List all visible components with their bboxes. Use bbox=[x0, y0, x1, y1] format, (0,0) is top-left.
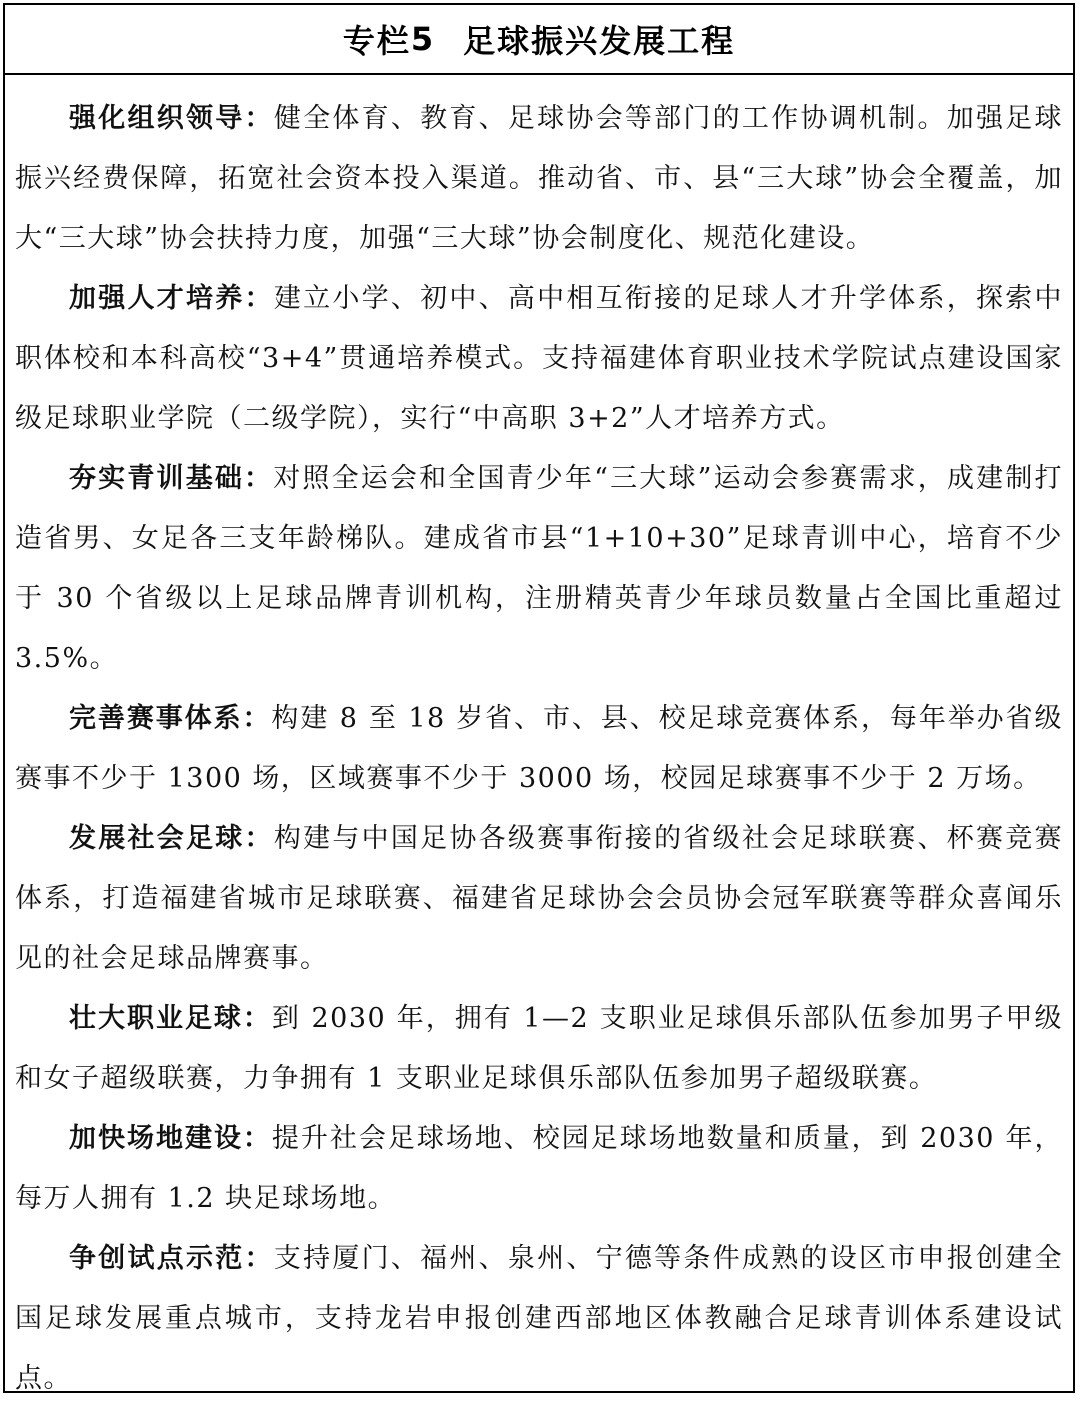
section-body: 对照全运会和全国青少年“三大球”运动会参赛需求，成建制打造省男、女足各三支年龄梯队。建成省市县“1+10+30”足球青训中心，培育不少于 30 个省级以上足球品牌青训机构，注册精英青少年球员数量占全国比重超过 3.5%。 bbox=[15, 463, 1064, 674]
section-body: 构建与中国足协各级赛事衔接的省级社会足球联赛、杯赛竞赛体系，打造福建省城市足球联赛、福建省足球协会会员协会冠军联赛等群众喜闻乐见的社会足球品牌赛事。 bbox=[15, 823, 1064, 974]
section-social-football bbox=[15, 809, 1063, 989]
section-heading: 争创试点示范： bbox=[69, 1243, 274, 1274]
section-body: 支持厦门、福州、泉州、宁德等条件成熟的设区市申报创建全国足球发展重点城市，支持龙岩申报创建西部地区体教融合足球青训体系建设试点。 bbox=[15, 1243, 1064, 1394]
section-heading: 完善赛事体系： bbox=[69, 703, 272, 734]
section-organization bbox=[15, 89, 1063, 269]
column-number: 5 bbox=[410, 20, 436, 58]
section-heading: 壮大职业足球： bbox=[69, 1003, 272, 1034]
section-heading: 强化组织领导： bbox=[69, 103, 274, 134]
section-competition bbox=[15, 689, 1063, 809]
column-label: 专栏 bbox=[342, 22, 411, 60]
section-venues bbox=[15, 1109, 1063, 1229]
column-title-text: 足球振兴发展工程 bbox=[463, 22, 736, 60]
column-box bbox=[3, 3, 1075, 1393]
section-body: 提升社会足球场地、校园足球场地数量和质量，到 2030 年，每万人拥有 1.2 块足球场地。 bbox=[15, 1123, 1063, 1214]
section-body: 建立小学、初中、高中相互衔接的足球人才升学体系，探索中职体校和本科高校“3+4”贯通培养模式。支持福建体育职业技术学院试点建设国家级足球职业学院（二级学院），实行“中高职 3+2”人才培养方式。 bbox=[15, 283, 1064, 434]
column-title bbox=[5, 5, 1073, 75]
section-pilot bbox=[15, 1229, 1063, 1409]
section-heading: 加快场地建设： bbox=[69, 1123, 272, 1154]
section-body: 健全体育、教育、足球协会等部门的工作协调机制。加强足球振兴经费保障，拓宽社会资本投入渠道。推动省、市、县“三大球”协会全覆盖，加大“三大球”协会扶持力度，加强“三大球”协会制度化、规范化建设。 bbox=[15, 103, 1064, 254]
section-heading: 发展社会足球： bbox=[69, 823, 274, 854]
section-body: 到 2030 年，拥有 1—2 支职业足球俱乐部队伍参加男子甲级和女子超级联赛，力争拥有 1 支职业足球俱乐部队伍参加男子超级联赛。 bbox=[15, 1003, 1064, 1094]
section-youth-training bbox=[15, 449, 1063, 689]
section-talent bbox=[15, 269, 1063, 449]
section-heading: 加强人才培养： bbox=[69, 283, 274, 314]
section-heading: 夯实青训基础： bbox=[69, 463, 274, 494]
column-content bbox=[5, 75, 1073, 1409]
section-body: 构建 8 至 18 岁省、市、县、校足球竞赛体系，每年举办省级赛事不少于 1300 场，区域赛事不少于 3000 场，校园足球赛事不少于 2 万场。 bbox=[15, 703, 1064, 794]
section-professional bbox=[15, 989, 1063, 1109]
